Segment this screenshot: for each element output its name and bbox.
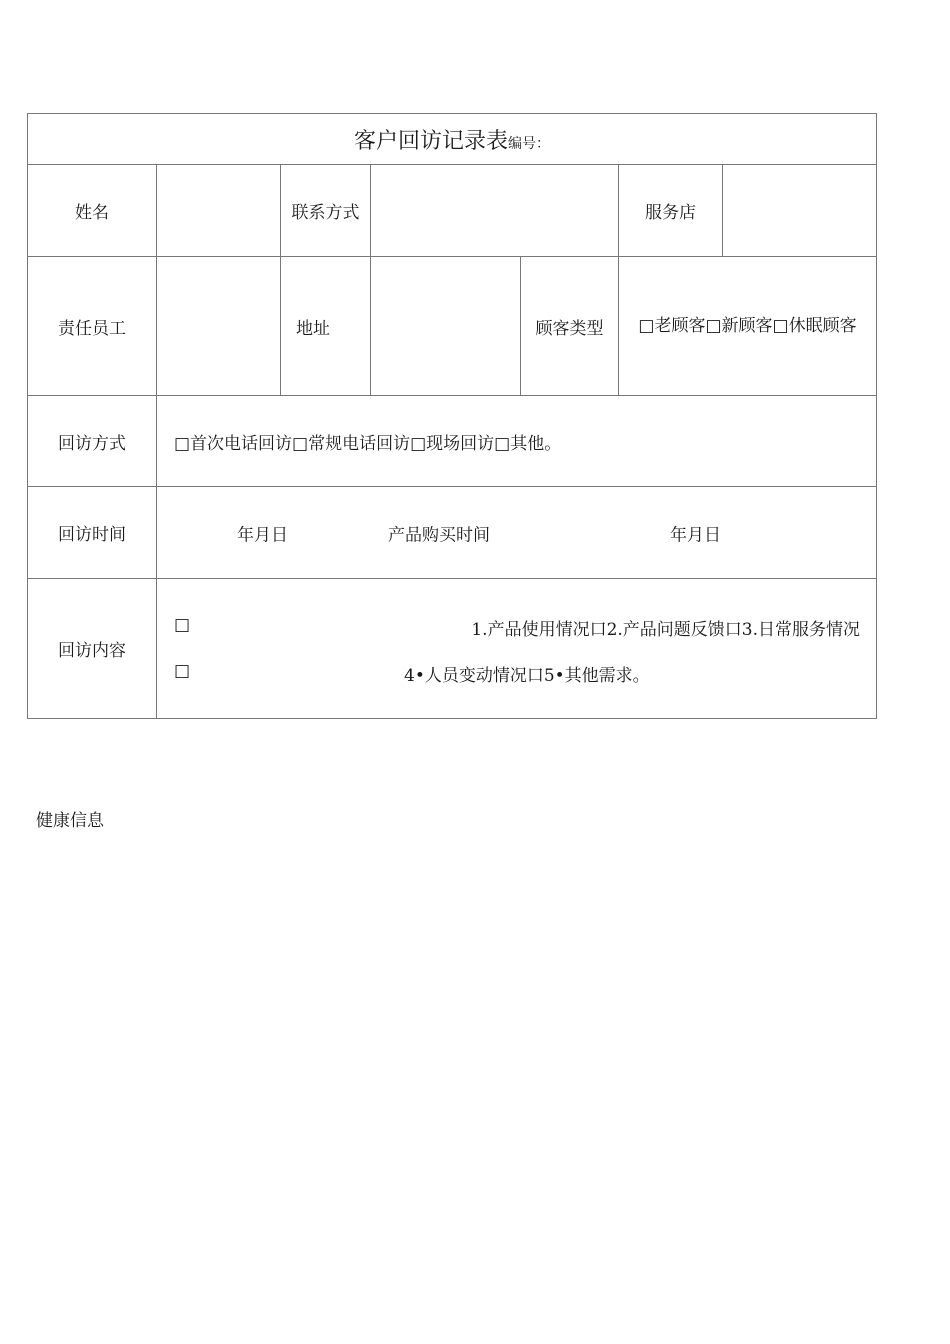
content-field: [157, 579, 877, 719]
form-number-label: 编号：: [508, 135, 551, 152]
content-options-2: 4•人员变动情况口5•其他需求。: [404, 666, 650, 686]
customer-type-label: 顾客类型: [521, 257, 619, 396]
form-title: 客户回访记录表: [354, 128, 509, 154]
checkbox-1[interactable]: □: [174, 615, 191, 635]
name-field[interactable]: [157, 165, 281, 257]
address-field[interactable]: [371, 257, 521, 396]
content-label: 回访内容: [28, 579, 157, 719]
content-line-1: [174, 615, 860, 639]
content-options-1: 1.产品使用情况口2.产品问题反馈口3.日常服务情况: [471, 620, 861, 640]
store-label: 服务店: [619, 165, 723, 257]
form-title-cell: [28, 114, 877, 165]
store-field[interactable]: [723, 165, 877, 257]
staff-field[interactable]: [157, 257, 281, 396]
visit-record-form: [27, 113, 877, 719]
checkbox-2[interactable]: □: [174, 661, 191, 681]
time-label: 回访时间: [28, 487, 157, 579]
purchase-time-label: 产品购买时间: [388, 525, 490, 545]
contact-label: 联系方式: [281, 165, 371, 257]
method-options[interactable]: □首次电话回访□常规电话回访□现场回访□其他。: [157, 396, 877, 487]
name-label: 姓名: [28, 165, 157, 257]
visit-date[interactable]: 年月日: [237, 525, 288, 545]
purchase-date[interactable]: 年月日: [670, 525, 721, 545]
method-label: 回访方式: [28, 396, 157, 487]
address-label: 地址: [281, 257, 371, 396]
staff-label: 责任员工: [28, 257, 157, 396]
contact-field[interactable]: [371, 165, 619, 257]
health-info-heading: 健康信息: [36, 811, 104, 831]
content-line-2: [174, 661, 860, 685]
time-field: [157, 487, 877, 579]
customer-type-options[interactable]: □老顾客□新顾客□休眠顾客: [619, 257, 877, 396]
